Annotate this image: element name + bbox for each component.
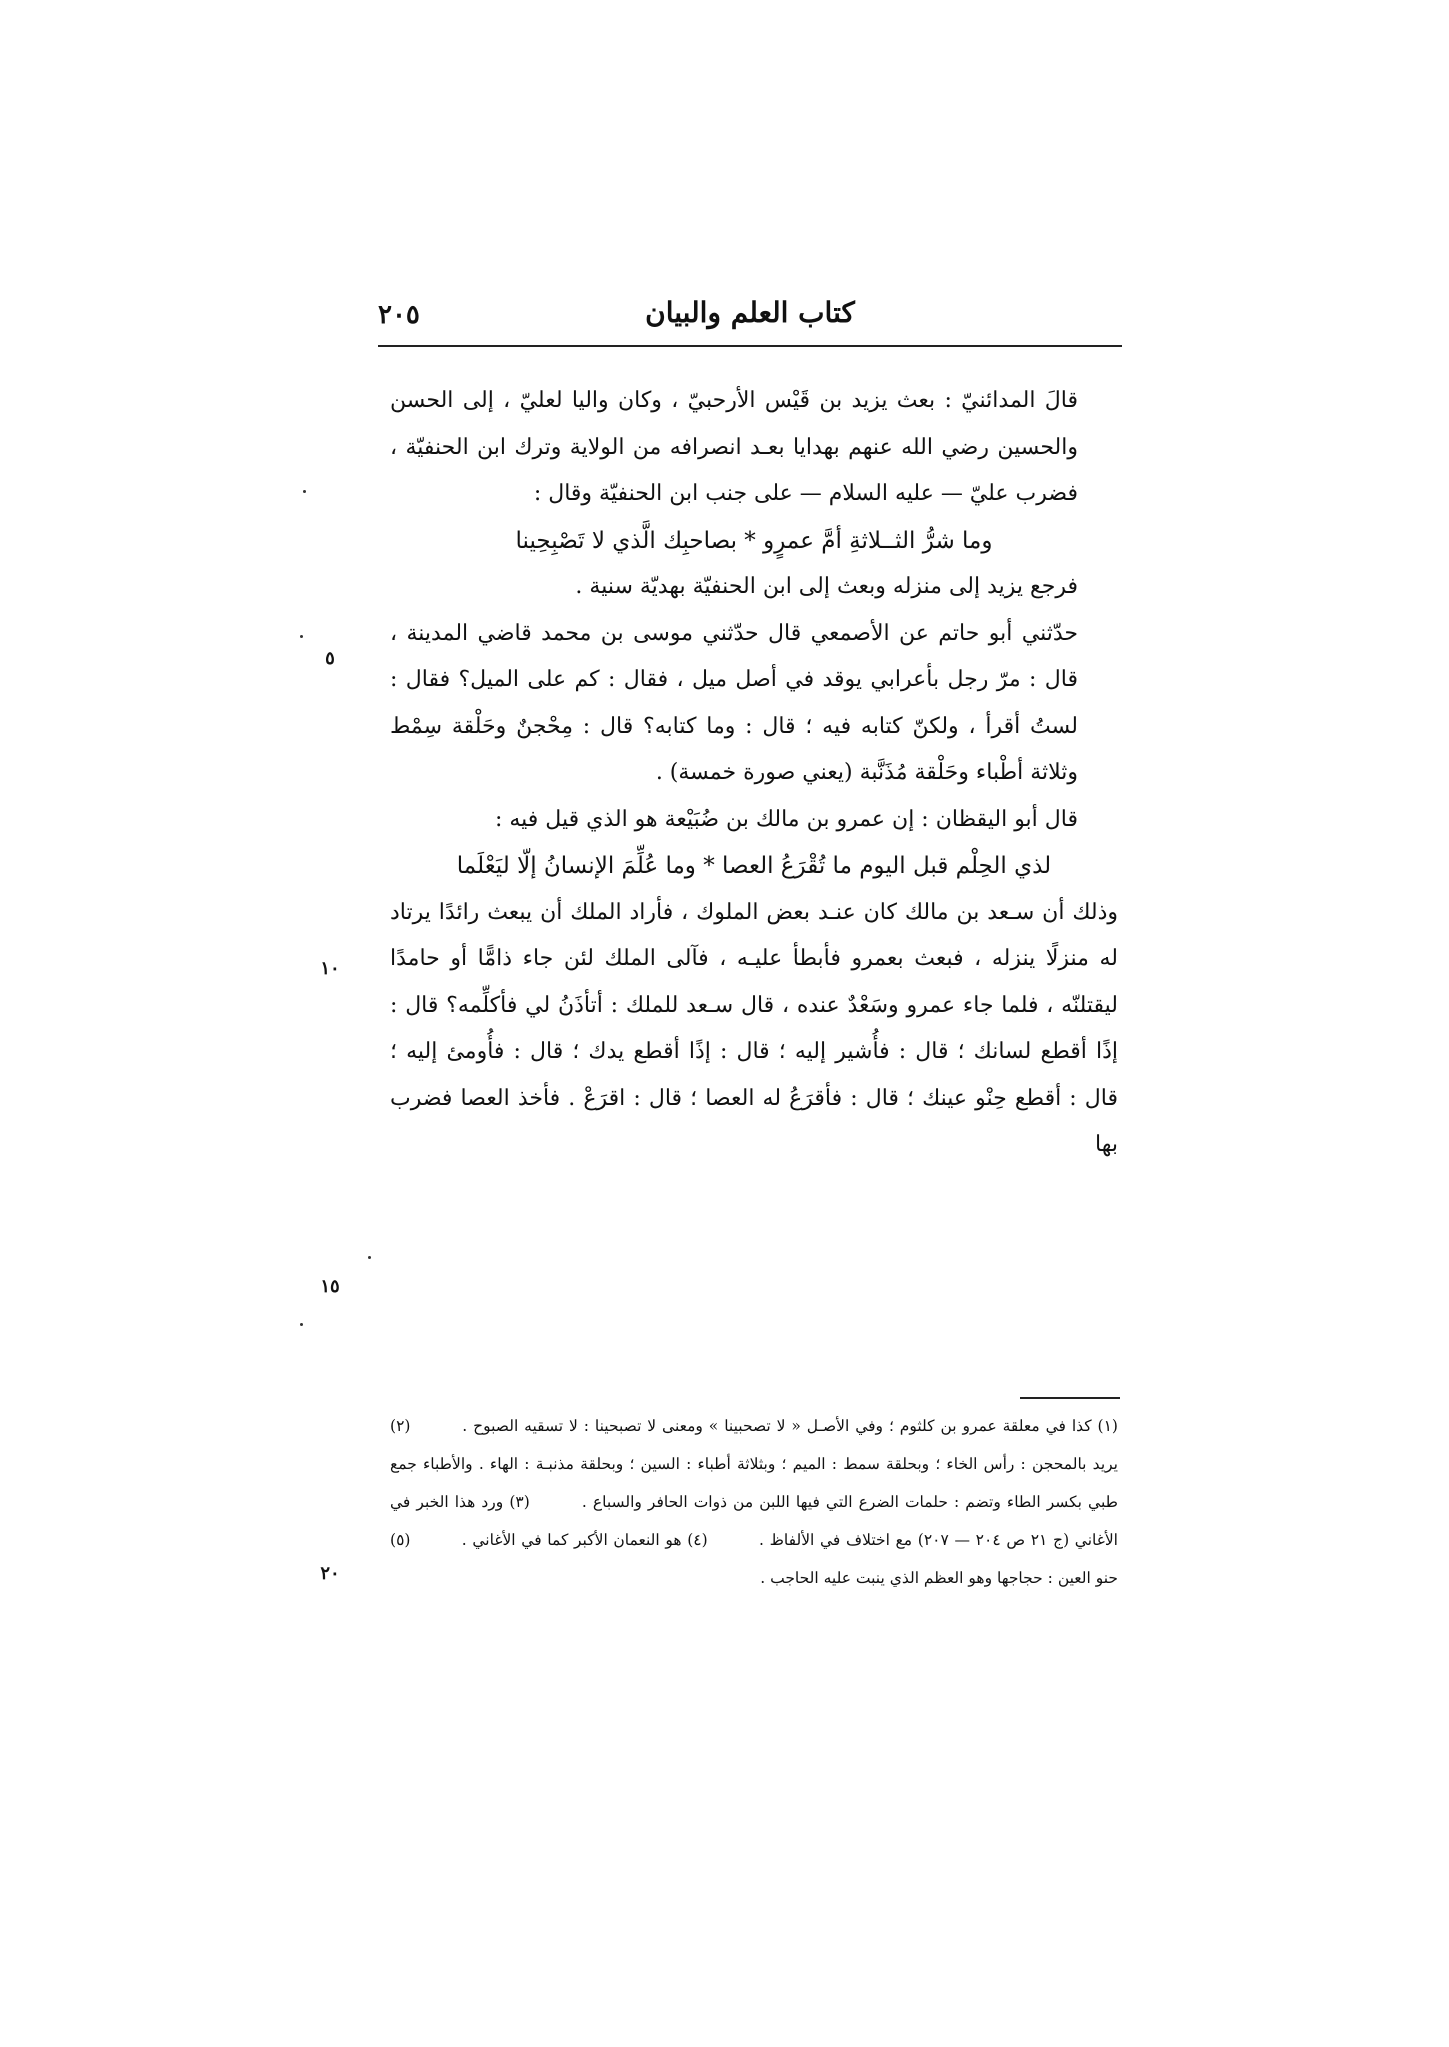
footnote-rule (1020, 1397, 1120, 1399)
paragraph: قال أبو اليقظان : إن عمرو بن مالك بن ضُبَيْعة هو الذي قيل فيه : (494, 806, 1078, 832)
margin-line-number: ١٠ (320, 958, 340, 979)
running-header (378, 296, 1122, 346)
margin-line-number: ٥ (325, 648, 335, 669)
scan-speck (368, 1256, 371, 1259)
running-title: كتاب العلم والبيان (645, 296, 855, 329)
margin-line-number: ٢٠ (320, 1563, 340, 1584)
footnote-1: (١) كذا في معلقة عمرو بن كلثوم ؛ وفي الأصـل « لا تصحبينا » ومعنى لا تصبحينا : لا تسقيه الصبوح . (462, 1417, 1118, 1435)
footnote-4: (٤) هو النعمان الأكبر كما في الأغاني . (461, 1531, 708, 1549)
footnote-2: (٢) يريد بالمحجن : رأس الخاء ؛ وبحلقة سمط : الميم ؛ وبثلاثة أطباء : السين ؛ وبحلقة مذنبـة : الهاء . والأطباء جمع طبي بكسر الطاء وتضم : حلمات الضرع التي فيها اللبن من ذوات الحافر والسباع . (390, 1417, 1118, 1511)
paragraph: وذلك أن سـعد بن مالك كان عنـد بعض الملوك ، فأراد الملك أن يبعث رائدًا يرتاد له منزلًا ينزله ، فبعث بعمرو فأبطأ عليـه ، فآلى الملك لئن جاء ذامًّا أو حامدًا ليقتلنّه ، فلما جاء عمرو وسَعْدٌ عنده ، قال سـعد للملك : أتأذَنُ لي فأكلِّمه؟ قال : إذًا أقطع لسانك ؛ قال : فأُشير إليه ؛ قال : إذًا أقطع يدك ؛ قال : فأُومئ إليه ؛ قال : أقطع حِنْو عينك ؛ قال : فأقرَعُ له العصا ؛ قال : اقرَعْ . فأخذ العصا فضرب بها (390, 899, 1118, 1157)
verse-line: وما شرُّ الثــلاثةِ أمَّ عمرٍو * بصاحبِك الَّذي لا تَصْبِحِينا (515, 527, 993, 554)
scan-speck (300, 1323, 303, 1326)
footnote-3: (٣) ورد هذا الخبر في الأغاني (ج ٢١ ص ٢٠٤ — ٢٠٧) مع اختلاف في الألفاظ . (390, 1493, 1118, 1549)
scan-speck (303, 490, 306, 493)
paragraph: فرجع يزيد إلى منزله وبعث إلى ابن الحنفيّة بهديّة سنية . (575, 574, 1078, 599)
verse-line: لذي الحِلْم قبل اليوم ما تُقْرَعُ العصا * وما عُلِّمَ الإنسانُ إلّا ليَعْلَما (456, 853, 1052, 879)
paragraph: حدّثني أبو حاتم عن الأصمعي قال حدّثني موسى بن محمد قاضي المدينة ، قال : مرّ رجل بأعرابي يوقد في أصل ميل ، فقال : كم على الميل؟ فقال : لستُ أقرأ ، ولكنّ كتابه فيه ؛ قال : وما كتابه؟ قال : مِحْجنٌ وحَلْقة سِمْط وثلاثة أطْباء وحَلْقة مُذَنَّبة (يعني صورة خمسة) . (390, 620, 1078, 785)
paragraph: قالَ المدائنيّ : بعث يزيد بن قَيْس الأرحبيّ ، وكان واليا لعليّ ، إلى الحسن والحسين رضي الله عنهم بهدايا بعـد انصرافه من الولاية وترك ابن الحنفيّة ، فضرب عليّ — عليه السلام — على جنب ابن الحنفيّة وقال : (390, 388, 1078, 506)
footnotes (390, 1407, 1118, 1597)
scan-speck (300, 635, 303, 638)
footnote-5: (٥) حنو العين : حجاجها وهو العظم الذي ينبت عليه الحاجب . (390, 1531, 1118, 1587)
margin-line-number: ١٥ (320, 1276, 340, 1297)
header-rule (378, 345, 1122, 347)
main-text (390, 378, 1118, 1169)
page-number: ٢٠٥ (378, 300, 420, 330)
